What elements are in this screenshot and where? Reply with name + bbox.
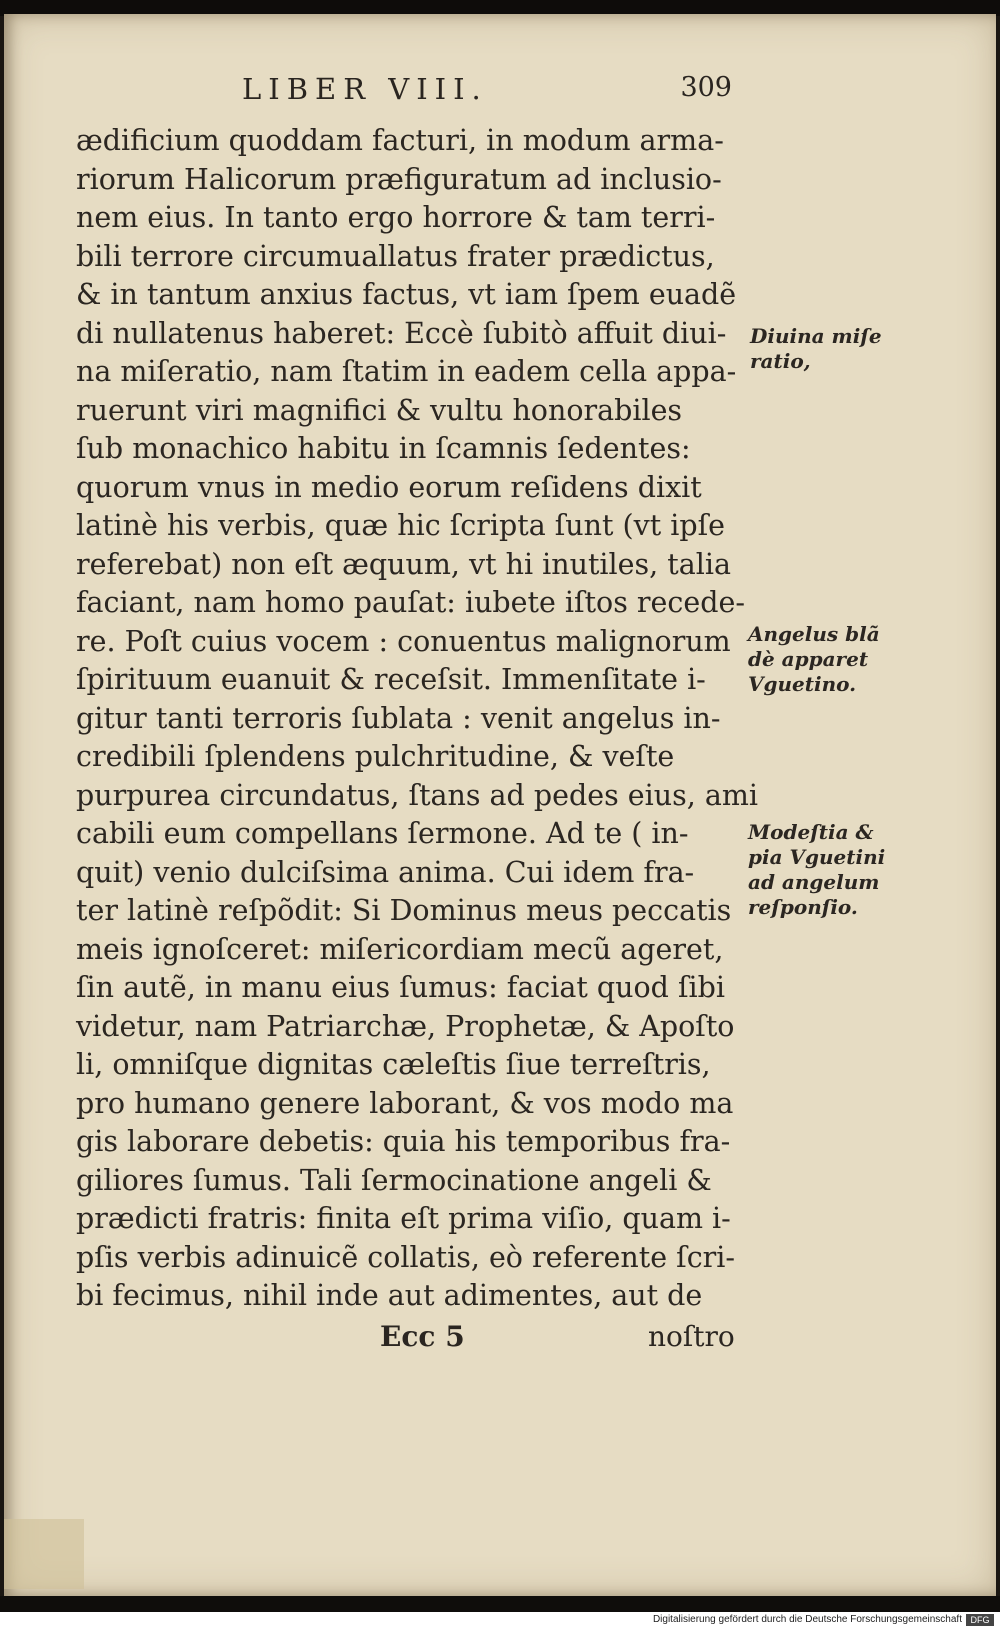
folio-number: 309: [680, 72, 732, 103]
marginal-note-diuina-miseratio: [750, 324, 882, 374]
text-line: gitur tanti terroris ſublata : venit angelus in-: [76, 701, 721, 735]
signature-mark: Ecc 5: [380, 1320, 465, 1353]
text-line: pſis verbis adinuicẽ collatis, eò referente ſcri-: [76, 1240, 736, 1274]
text-line: giliores ſumus. Tali ſermocinatione angeli &: [76, 1163, 712, 1197]
text-line: ter latinè reſpõdit: Si Dominus meus peccatis: [76, 894, 732, 927]
text-line: credibili ſplendens pulchritudine, & veſte: [76, 740, 675, 773]
text-line: na miſeratio, nam ſtatim in eadem cella appa-: [76, 355, 737, 388]
text-line: faciant, nam homo pauſat: iubete iſtos recede-: [76, 586, 745, 619]
text-line: ædificium quoddam facturi, in modum arma-: [76, 124, 724, 157]
marginal-line: dè apparet: [748, 647, 869, 671]
marginal-line: ratio,: [750, 349, 811, 373]
marginal-note-modestia: [748, 820, 885, 920]
dfg-logo: DFG: [966, 1614, 994, 1626]
text-line: gis laborare debetis: quia his temporibus fra-: [76, 1125, 731, 1158]
text-line: latinè his verbis, quæ hic ſcripta ſunt (vt ipſe: [76, 509, 726, 542]
text-line: re. Poſt cuius vocem : conuentus malignorum: [76, 624, 731, 658]
marginal-line: Diuina miſe: [750, 324, 882, 348]
text-line: ruerunt viri magnifici & vultu honorabiles: [76, 393, 683, 427]
marginal-line: pia Vguetini: [748, 845, 886, 869]
text-line: videtur, nam Patriarchæ, Prophetæ, & Apoſto: [76, 1009, 735, 1043]
marginal-line: reſponſio.: [748, 895, 858, 919]
text-line: pro humano genere laborant, & vos modo ma: [76, 1086, 734, 1120]
text-line: ſin autẽ, in manu eius ſumus: faciat quod ſibi: [76, 971, 725, 1004]
marginal-line: Modeſtia &: [748, 820, 874, 844]
digitization-credit: Digitalisierung gefördert durch die Deutsche Forschungsgemeinschaft: [0, 1612, 1000, 1628]
page-header: [72, 72, 732, 112]
text-line: purpurea circundatus, ſtans ad pedes eius, ami: [76, 778, 758, 812]
text-line: li, omniſque dignitas cæleſtis ſiue terreſtris,: [76, 1048, 711, 1081]
text-line: meis ignoſceret: miſericordiam mecũ ageret,: [76, 932, 724, 966]
paper-stain: [4, 1519, 84, 1589]
text-line: ſpirituum euanuit & receſsit. Immenſitate i-: [76, 663, 706, 696]
body-text: [76, 122, 758, 1316]
marginal-note-angelus: [748, 622, 880, 697]
text-line: di nullatenus haberet: Eccè ſubitò affuit diui-: [76, 316, 727, 350]
running-head: LIBER VIII.: [242, 72, 488, 106]
text-line: bili terrore circumuallatus frater prædictus,: [76, 239, 715, 273]
catchword: noſtro: [648, 1320, 735, 1353]
text-line: bi fecimus, nihil inde aut adimentes, aut de: [76, 1279, 703, 1312]
text-line: referebat) non eſt æquum, vt hi inutiles, talia: [76, 547, 731, 581]
text-line: prædicti fratris: finita eſt prima viſio, quam i-: [76, 1202, 731, 1235]
text-line: nem eius. In tanto ergo horrore & tam terri-: [76, 201, 716, 234]
marginal-line: Vguetino.: [748, 672, 857, 696]
text-line: riorum Halicorum præfiguratum ad inclusio-: [76, 162, 722, 196]
text-line: quit) venio dulciſsima anima. Cui idem fra-: [76, 855, 695, 889]
text-line: & in tantum anxius factus, vt iam ſpem euadẽ: [76, 278, 737, 311]
text-line: quorum vnus in medio eorum reſidens dixit: [76, 470, 702, 504]
text-line: cabili eum compellans ſermone. Ad te ( in-: [76, 817, 689, 850]
marginal-line: Angelus blã: [748, 622, 880, 646]
text-line: ſub monachico habitu in ſcamnis ſedentes:: [76, 432, 691, 465]
marginal-line: ad angelum: [748, 870, 880, 894]
